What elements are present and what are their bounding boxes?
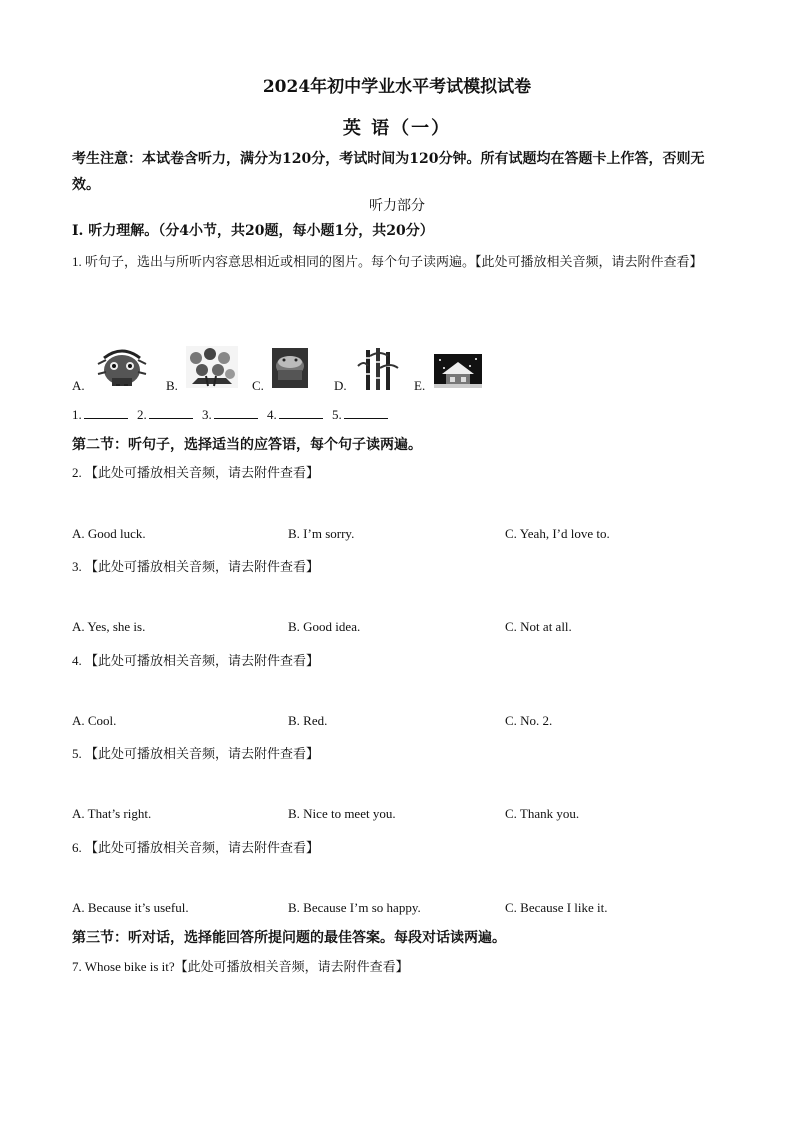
picture-label-a: A.: [72, 378, 85, 393]
answer-blank[interactable]: [149, 406, 193, 419]
section3-heading: 第三节：听对话，选择能回答所提问题的最佳答案。每段对话读两遍。: [72, 930, 506, 946]
question-number: 6.: [72, 840, 82, 855]
audio-note: 【此处可播放相关音频，请去附件查看】: [85, 746, 320, 761]
blank-label: 5.: [332, 407, 342, 422]
answer-blank[interactable]: [84, 406, 128, 419]
option-a: A. That’s right.: [72, 806, 152, 821]
picture-label-c: C.: [252, 378, 264, 393]
option-a: A. Because it’s useful.: [72, 900, 189, 915]
option-a: A. Cool.: [72, 713, 117, 728]
question-number: 2.: [72, 465, 82, 480]
question-5: [72, 743, 319, 762]
section1-heading: I. 听力理解。（分4小节，共20题，每小题1分，共20分）: [72, 223, 434, 239]
option-c: C. No. 2.: [505, 713, 553, 728]
answer-blank[interactable]: [279, 406, 323, 419]
option-b: B. Red.: [288, 713, 328, 728]
option-b: B. Because I’m so happy.: [288, 900, 421, 915]
section2-heading: 第二节：听句子，选择适当的应答语，每个句子读两遍。: [72, 437, 422, 453]
blank-label: 3.: [202, 407, 212, 422]
audio-note: 【此处可播放相关音频，请去附件查看】: [85, 559, 320, 574]
option-a: A. Yes, she is.: [72, 619, 146, 634]
blank-label: 1.: [72, 407, 82, 422]
blank-label: 2.: [137, 407, 147, 422]
snowy-house-icon: [434, 354, 482, 396]
exam-subtitle: 英 语（一）: [342, 118, 452, 139]
question-number: 4.: [72, 653, 82, 668]
audio-note: 【此处可播放相关音频，请去附件查看】: [85, 653, 320, 668]
question-number: 5.: [72, 746, 82, 761]
question-3: [72, 556, 319, 575]
question-2: [72, 462, 319, 481]
option-b: B. I’m sorry.: [288, 526, 355, 541]
option-c: C. Because I like it.: [505, 900, 608, 915]
question-1-text: 1. 听句子，选出与所听内容意思相近或相同的图片。每个句子读两遍。【此处可播放相关音频，请去附件查看】: [72, 254, 703, 269]
audio-note: 【此处可播放相关音频，请去附件查看】: [85, 840, 320, 855]
picture-label-e: E.: [414, 378, 426, 393]
option-a: A. Good luck.: [72, 526, 146, 541]
part-title: 听力部分: [369, 198, 425, 214]
answer-blank[interactable]: [214, 406, 258, 419]
audio-note: 【此处可播放相关音频，请去附件查看】: [85, 465, 320, 480]
blank-label: 4.: [267, 407, 277, 422]
option-b: B. Nice to meet you.: [288, 806, 396, 821]
question-6: [72, 837, 319, 856]
exam-title: 2024年初中学业水平考试模拟试卷: [262, 77, 532, 97]
bamboo-icon: [354, 348, 402, 390]
answer-blank[interactable]: [344, 406, 388, 419]
picture-label-d: D.: [334, 378, 347, 393]
option-c: C. Thank you.: [505, 806, 580, 821]
option-b: B. Good idea.: [288, 619, 361, 634]
flowers-icon: [186, 346, 238, 388]
question-7: 7. Whose bike is it?【此处可播放相关音频，请去附件查看】: [72, 959, 409, 974]
exam-notice: 考生注意：本试卷含听力，满分为120分，考试时间为120分钟。所有试题均在答题卡上作答，否则无效。: [72, 151, 705, 193]
cake-icon: [272, 348, 308, 390]
option-c: C. Yeah, I’d love to.: [505, 526, 610, 541]
picture-label-b: B.: [166, 378, 178, 393]
question-4: [72, 650, 319, 669]
option-c: C. Not at all.: [505, 619, 572, 634]
answer-blanks: [72, 406, 394, 423]
lion-dance-icon: [94, 344, 150, 386]
question-number: 3.: [72, 559, 82, 574]
